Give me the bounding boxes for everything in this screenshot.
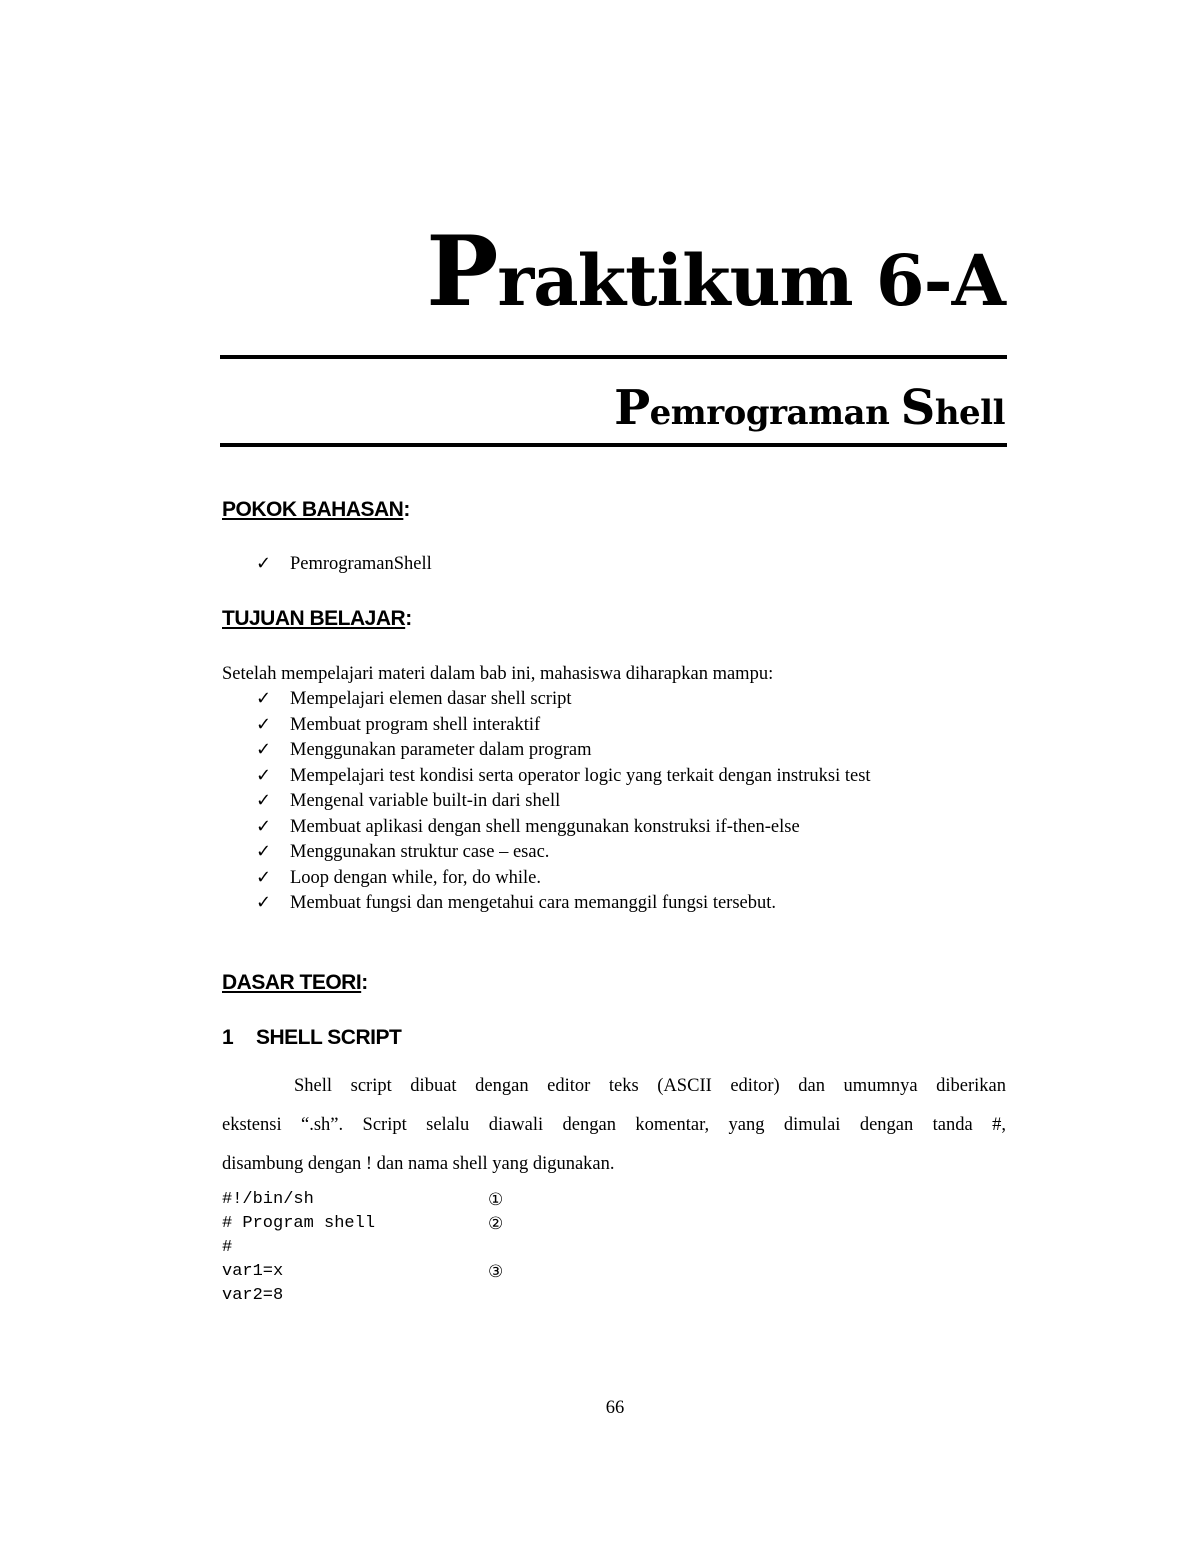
code-line [222,1212,504,1236]
list-item-text: Membuat aplikasi dengan shell menggunakan konstruksi if-then-else [290,816,800,837]
list-item [256,763,871,789]
list-item [256,686,871,712]
tujuan-intro: Setelah mempelajari materi dalam bab ini, mahasiswa diharapkan mampu: [222,664,774,684]
chapter-subtitle [220,378,1005,443]
paragraph-line: Shell script dibuat dengan editor teks (ASCII editor) dan umumnya diberikan [294,1076,1006,1096]
check-icon: ✓ [256,892,272,913]
code-line [222,1236,375,1260]
pokok-bahasan-label: POKOK BAHASAN [222,498,404,521]
check-icon: ✓ [256,688,272,709]
subtitle-initial-s: S [900,380,935,436]
list-item [256,865,871,891]
tujuan-belajar-list [256,686,871,916]
tujuan-belajar-colon: : [405,607,412,630]
check-icon: ✓ [256,553,272,574]
list-item [256,839,871,865]
list-item-text: Menggunakan parameter dalam program [290,740,592,760]
list-item-text: Membuat program shell interaktif [290,714,541,735]
page-number: 66 [605,1398,625,1418]
top-rule [220,355,1007,359]
pokok-bahasan-list [256,551,432,577]
code-text: var2=8 [222,1286,284,1305]
dasar-teori-label: DASAR TEORI [222,971,362,994]
subtitle-rest-2: hell [934,393,1005,433]
list-item-text: Membuat fungsi dan mengetahui cara memanggil fungsi tersebut. [290,893,777,913]
title-initial: P [426,215,498,328]
list-item [256,712,871,738]
title-rest: raktikum 6-A [497,239,1005,322]
callout-marker: ① [488,1190,504,1210]
list-item [256,551,432,577]
list-item [256,737,871,763]
pokok-bahasan-colon: : [403,498,410,521]
check-icon: ✓ [256,764,272,786]
code-text: var1=x [222,1262,284,1281]
code-text: # [222,1238,233,1257]
tujuan-belajar-heading [222,605,412,633]
section-title: SHELL SCRIPT [256,1026,402,1049]
dasar-teori-heading [222,969,368,997]
list-item [256,788,871,814]
section-number: 1 [222,1026,234,1049]
callout-marker: ③ [488,1262,504,1282]
tujuan-belajar-label: TUJUAN BELAJAR [222,607,406,630]
code-block [222,1188,504,1308]
check-icon: ✓ [256,841,272,862]
code-line [222,1260,504,1284]
list-item-text: Menggunakan struktur case – esac. [290,842,550,862]
check-icon: ✓ [256,866,272,888]
dasar-teori-colon: : [361,971,368,994]
bottom-rule [220,443,1007,447]
code-line [222,1284,375,1308]
section-1-heading [222,1023,401,1053]
subtitle-initial-p: P [614,380,650,436]
pokok-bahasan-heading [222,496,410,524]
subtitle-rest-1: emrograman [649,393,901,433]
check-icon: ✓ [256,790,272,811]
list-item-text: Mempelajari elemen dasar shell script [290,689,572,709]
code-text: # Program shell [222,1214,376,1233]
check-icon: ✓ [256,739,272,760]
paragraph-line: ekstensi “.sh”. Script selalu diawali dengan komentar, yang dimulai dengan tanda #, [222,1115,1006,1135]
code-line [222,1188,504,1212]
check-icon: ✓ [256,713,272,735]
paragraph-line: disambung dengan ! dan nama shell yang digunakan. [222,1154,615,1174]
list-item-text: Loop dengan while, for, do while. [290,867,542,888]
list-item-text: Mempelajari test kondisi serta operator logic yang terkait dengan instruksi test [290,765,871,786]
list-item-text: PemrogramanShell [290,554,432,574]
check-icon: ✓ [256,815,272,837]
code-text: #!/bin/sh [222,1190,314,1209]
list-item [256,814,871,840]
section-1-paragraph [222,1067,1006,1184]
list-item [256,890,871,916]
chapter-title [220,215,1005,331]
callout-marker: ② [488,1214,504,1234]
list-item-text: Mengenal variable built-in dari shell [290,791,561,811]
